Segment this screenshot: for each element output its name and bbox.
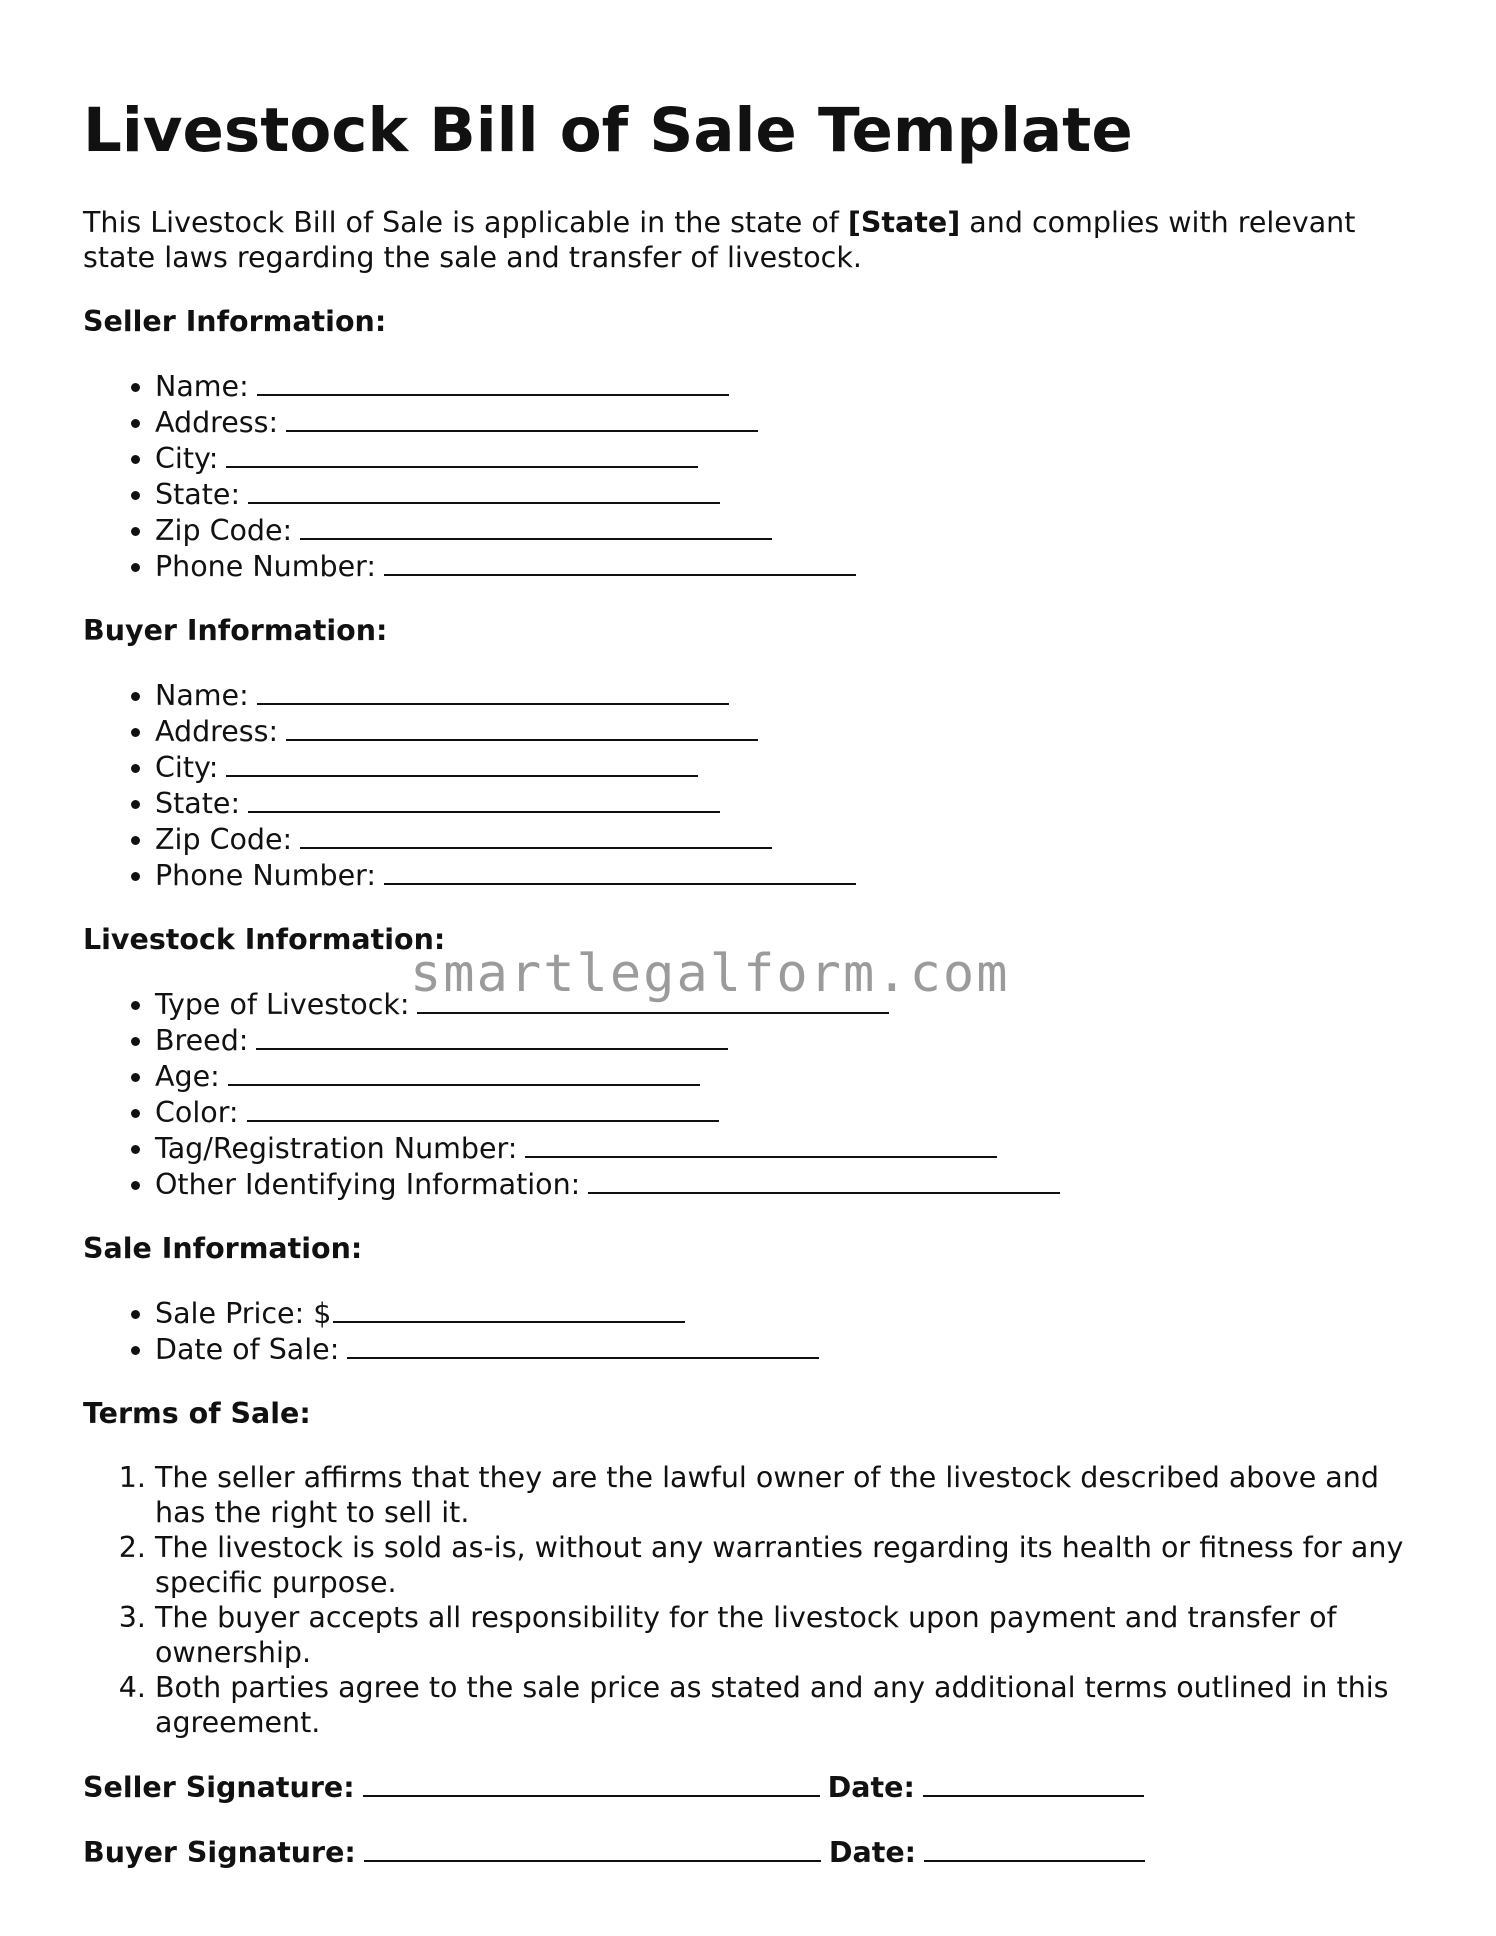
seller-field-list: [83, 368, 1423, 584]
intro-paragraph: [83, 205, 1423, 275]
term-item: 2. The livestock is sold as-is, without any warranties regarding its health or fitness for any specific purpose.: [155, 1530, 1423, 1600]
seller-state-blank[interactable]: [248, 476, 720, 504]
buyer-address-item: [155, 713, 1423, 749]
buyer-state-item: [155, 785, 1423, 821]
field-label: City:: [155, 442, 219, 475]
field-label: Breed:: [155, 1024, 249, 1057]
livestock-tag-item: [155, 1130, 1423, 1166]
field-label: State:: [155, 787, 241, 820]
field-label: Date of Sale:: [155, 1333, 340, 1366]
field-label: City:: [155, 751, 219, 784]
field-label: Type of Livestock:: [155, 988, 410, 1021]
seller-state-item: [155, 476, 1423, 512]
terms-list: [83, 1460, 1423, 1740]
field-label: Phone Number:: [155, 859, 376, 892]
buyer-phone-blank[interactable]: [384, 857, 856, 885]
buyer-name-blank[interactable]: [257, 677, 729, 705]
field-label: Address:: [155, 715, 279, 748]
field-label: Address:: [155, 406, 279, 439]
sale-price-blank[interactable]: [333, 1295, 685, 1323]
buyer-heading: Buyer Information:: [83, 614, 388, 647]
buyer-signature-row: [83, 1834, 1423, 1870]
seller-city-item: [155, 440, 1423, 476]
seller-zip-blank[interactable]: [300, 512, 772, 540]
page-title: Livestock Bill of Sale Template: [83, 95, 1133, 166]
livestock-field-list: [83, 986, 1423, 1202]
seller-name-blank[interactable]: [257, 368, 729, 396]
livestock-age-blank[interactable]: [228, 1058, 700, 1086]
sale-price-item: [155, 1295, 1423, 1331]
buyer-state-blank[interactable]: [248, 785, 720, 813]
state-placeholder: [State]: [847, 206, 961, 239]
livestock-age-item: [155, 1058, 1423, 1094]
livestock-other-item: [155, 1166, 1423, 1202]
livestock-breed-blank[interactable]: [256, 1022, 728, 1050]
field-label: Name:: [155, 370, 249, 403]
seller-signature-row: [83, 1769, 1423, 1805]
term-item: 1. The seller affirms that they are the lawful owner of the livestock described above and has the right to sell it.: [155, 1460, 1423, 1530]
buyer-name-item: [155, 677, 1423, 713]
buyer-date-label: Date:: [828, 1836, 917, 1869]
seller-heading: Seller Information:: [83, 305, 387, 338]
buyer-date-blank[interactable]: [924, 1834, 1145, 1862]
buyer-field-list: [83, 677, 1423, 893]
buyer-city-item: [155, 749, 1423, 785]
buyer-address-blank[interactable]: [286, 713, 758, 741]
livestock-color-blank[interactable]: [247, 1094, 719, 1122]
buyer-phone-item: [155, 857, 1423, 893]
term-item: 3. The buyer accepts all responsibility for the livestock upon payment and transfer of ownership.: [155, 1600, 1423, 1670]
seller-city-blank[interactable]: [226, 440, 698, 468]
seller-name-item: [155, 368, 1423, 404]
field-label: Phone Number:: [155, 550, 376, 583]
sale-date-blank[interactable]: [347, 1331, 819, 1359]
seller-signature-label: Seller Signature:: [83, 1771, 355, 1804]
seller-address-blank[interactable]: [286, 404, 758, 432]
livestock-heading: Livestock Information:: [83, 923, 446, 956]
livestock-tag-blank[interactable]: [525, 1130, 997, 1158]
field-label: Age:: [155, 1060, 220, 1093]
seller-address-item: [155, 404, 1423, 440]
field-label: Color:: [155, 1096, 239, 1129]
intro-text-end: and complies with relevant state laws regarding the sale and transfer of livestock.: [83, 206, 1356, 274]
livestock-other-blank[interactable]: [588, 1166, 1060, 1194]
field-label: Zip Code:: [155, 514, 293, 547]
field-label: Name:: [155, 679, 249, 712]
field-label: Other Identifying Information:: [155, 1168, 581, 1201]
seller-signature-blank[interactable]: [363, 1769, 820, 1797]
sale-field-list: [83, 1295, 1423, 1367]
buyer-city-blank[interactable]: [226, 749, 698, 777]
field-label: Tag/Registration Number:: [155, 1132, 518, 1165]
sale-heading: Sale Information:: [83, 1232, 363, 1265]
buyer-zip-item: [155, 821, 1423, 857]
seller-phone-item: [155, 548, 1423, 584]
intro-text-start: This Livestock Bill of Sale is applicable in the state of: [83, 206, 848, 239]
seller-phone-blank[interactable]: [384, 548, 856, 576]
seller-date-label: Date:: [827, 1771, 915, 1804]
buyer-signature-label: Buyer Signature:: [83, 1836, 356, 1869]
watermark: smartlegalform.com: [410, 944, 1010, 1004]
field-label: State:: [155, 478, 241, 511]
buyer-signature-blank[interactable]: [364, 1834, 821, 1862]
seller-zip-item: [155, 512, 1423, 548]
terms-heading: Terms of Sale:: [83, 1397, 311, 1430]
field-label: Sale Price: $: [155, 1297, 332, 1330]
field-label: Zip Code:: [155, 823, 293, 856]
term-item: 4. Both parties agree to the sale price as stated and any additional terms outlined in this agreement.: [155, 1670, 1423, 1740]
livestock-breed-item: [155, 1022, 1423, 1058]
buyer-zip-blank[interactable]: [300, 821, 772, 849]
sale-date-item: [155, 1331, 1423, 1367]
seller-date-blank[interactable]: [923, 1769, 1144, 1797]
livestock-color-item: [155, 1094, 1423, 1130]
